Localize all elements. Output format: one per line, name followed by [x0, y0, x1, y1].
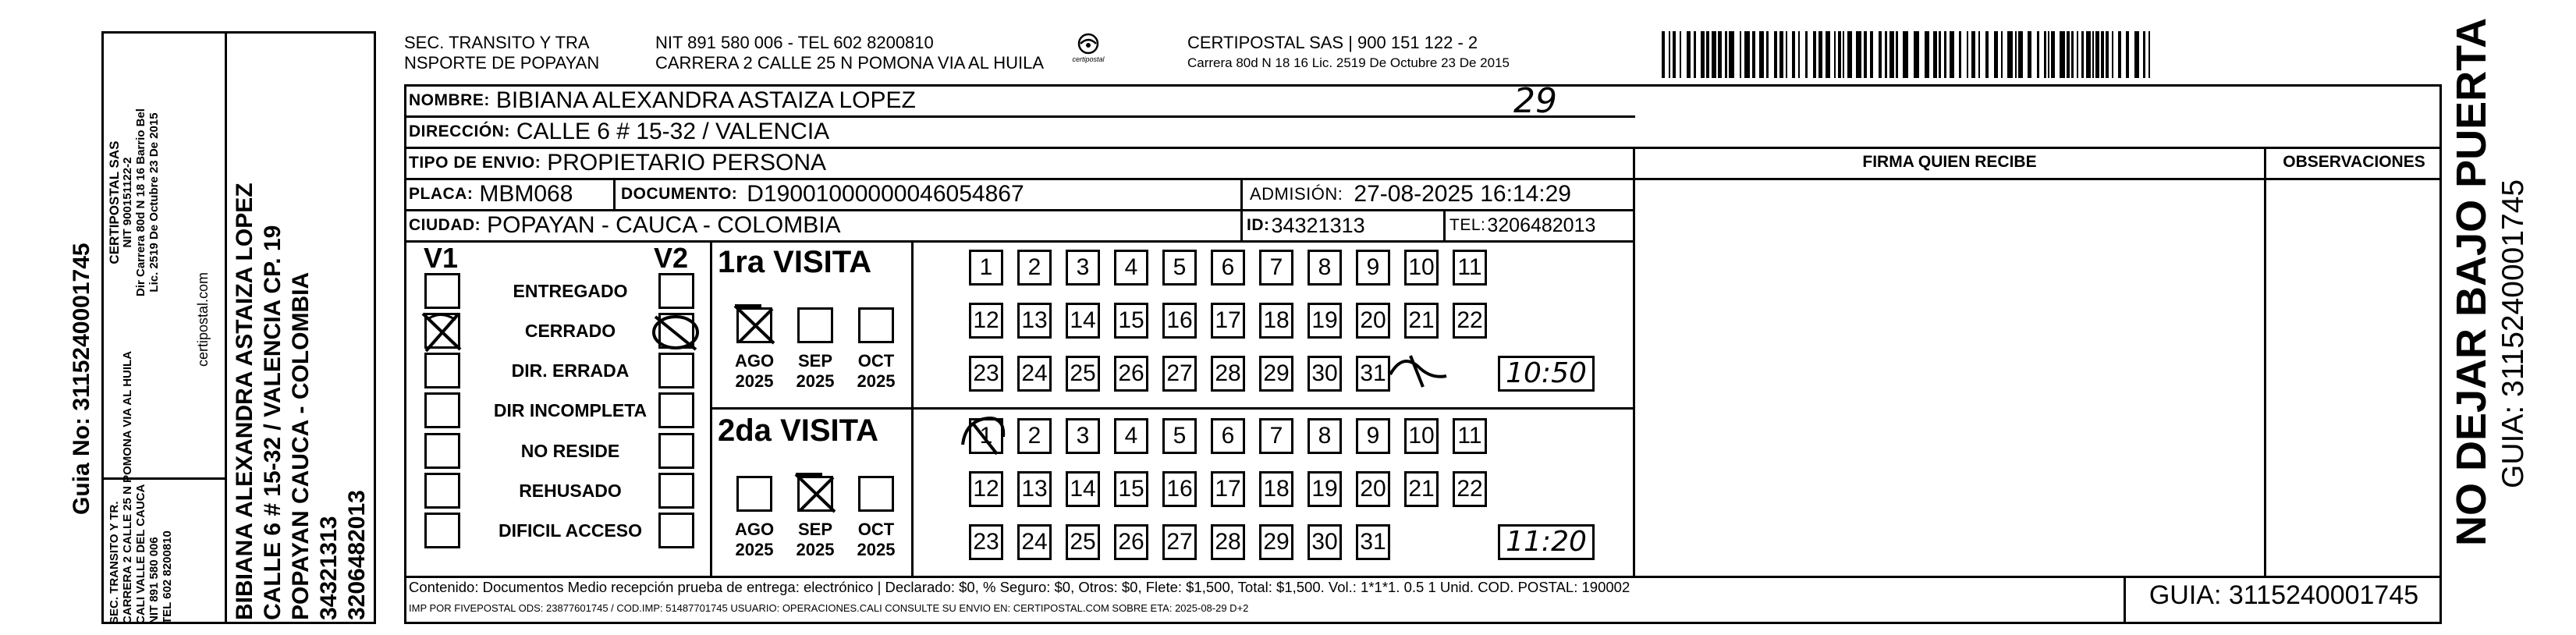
side-no-dejar: NO DEJAR BAJO PUERTA [2448, 17, 2495, 546]
visit2-day-8[interactable]: 8 [1308, 418, 1342, 454]
v1-label: V1 [424, 242, 459, 274]
status-label-no-reside: NO RESIDE [520, 441, 620, 461]
visit2-time[interactable]: 11:20 [1498, 524, 1595, 560]
visit1-day-2[interactable]: 2 [1017, 250, 1052, 286]
handwritten-number: 29 [1513, 81, 1557, 121]
id-row [1247, 211, 1365, 240]
ciudad-label: CIUDAD: [409, 216, 481, 234]
visit2-day-13[interactable]: 13 [1017, 471, 1052, 507]
visit2-day-22[interactable]: 22 [1453, 471, 1487, 507]
visit1-day-1[interactable]: 1 [969, 250, 1003, 286]
visit2-month-label-1: SEP 2025 [796, 520, 835, 559]
visit2-day-20[interactable]: 20 [1356, 471, 1390, 507]
visit1-day-25[interactable]: 25 [1066, 356, 1100, 392]
visit2-day-21[interactable]: 21 [1404, 471, 1439, 507]
header-sender: SEC. TRANSITO Y TRA NSPORTE DE POPAYAN [404, 33, 600, 73]
visit1-month-box-2[interactable] [858, 307, 894, 343]
direccion-value: CALLE 6 # 15-32 / VALENCIA [516, 119, 830, 144]
visit2-month-label-0: AGO 2025 [734, 520, 775, 559]
ciudad-value: POPAYAN - CAUCA - COLOMBIA [487, 212, 841, 238]
visit1-day-30[interactable]: 30 [1308, 356, 1342, 392]
stub-divider-1 [225, 31, 227, 624]
v2-check-dificil-acceso[interactable] [658, 513, 694, 548]
visit1-day-10[interactable]: 10 [1404, 250, 1439, 286]
placa-label: PLACA: [409, 185, 474, 203]
visit1-day-31[interactable]: 31 [1356, 356, 1390, 392]
visit2-day-18[interactable]: 18 [1259, 471, 1293, 507]
visit2-day-23[interactable]: 23 [969, 524, 1003, 560]
tipo-label: TIPO DE ENVIO: [409, 154, 541, 172]
v1-check-no-reside[interactable] [424, 433, 460, 469]
visit2-sep-mark-icon [791, 470, 841, 520]
row-line-visit-split [710, 407, 1635, 410]
col-line-form-right [1633, 147, 1635, 576]
admision-label: ADMISIÓN: [1250, 184, 1343, 204]
visit1-day-12[interactable]: 12 [969, 303, 1003, 339]
visit1-day-23[interactable]: 23 [969, 356, 1003, 392]
visit2-day-15[interactable]: 15 [1114, 471, 1148, 507]
visit1-day-8[interactable]: 8 [1308, 250, 1342, 286]
visit1-day-17[interactable]: 17 [1211, 303, 1245, 339]
status-label-dificil-acceso: DIFICIL ACCESO [498, 520, 642, 541]
visit1-day-20[interactable]: 20 [1356, 303, 1390, 339]
tipo-value: PROPIETARIO PERSONA [547, 150, 827, 176]
v1-check-rehusado[interactable] [424, 473, 460, 509]
admision-value: 27-08-2025 16:14:29 [1354, 181, 1571, 207]
v2-check-entregado[interactable] [658, 273, 694, 309]
tel-label: TEL: [1449, 216, 1486, 234]
v1-cerrado-mark-icon [418, 307, 467, 360]
v2-label: V2 [654, 242, 689, 274]
visit1-month-label-2: OCT 2025 [857, 351, 896, 391]
visit2-day-6[interactable]: 6 [1211, 418, 1245, 454]
visit2-day-12[interactable]: 12 [969, 471, 1003, 507]
visit2-month-label-2: OCT 2025 [857, 520, 896, 559]
stub-sender-block: SEC. TRANSITO Y TR. CARRERA 2 CALLE 25 N POMONA VIA AL HUILA CALI VALLE DEL CAUCA NIT 891 580 006 TEL 602 8200810 [108, 350, 174, 624]
v1-check-dir-incompleta[interactable] [424, 392, 460, 428]
visit1-day-15[interactable]: 15 [1114, 303, 1148, 339]
nombre-label: NOMBRE: [409, 91, 490, 109]
visit1-month-label-0: AGO 2025 [734, 351, 775, 391]
stub-certi-block: CERTIPOSTAL SAS NIT 900151122-2 Dir Carrera 80d N 18 16 Barrio Bel Lic. 2519 De Octubre 23 De 2015 [107, 108, 161, 296]
visit1-month-box-1[interactable] [797, 307, 833, 343]
visit1-day-9[interactable]: 9 [1356, 250, 1390, 286]
header-nit: NIT 891 580 006 - TEL 602 8200810 CARRERA 2 CALLE 25 N POMONA VIA AL HUILA [655, 33, 1045, 73]
stub-guia-label: Guia No: 3115240001745 [69, 243, 94, 515]
col-line-obs [2264, 147, 2266, 576]
visit1-day-14[interactable]: 14 [1066, 303, 1100, 339]
visit2-day-25[interactable]: 25 [1066, 524, 1100, 560]
visit1-day-16[interactable]: 16 [1162, 303, 1197, 339]
visit2-day-5[interactable]: 5 [1162, 418, 1197, 454]
nombre-value: BIBIANA ALEXANDRA ASTAIZA LOPEZ [495, 87, 916, 113]
footer-contenido: Contenido: Documentos Medio recepción prueba de entrega: electrónico | Declarado: $0, % Seguro: $0, Otros: $0, Flete: $1,500, Total: $1,500. Vol.: 1*1*1. 0.5 1 Unid. COD. POSTAL: 190002 [409, 579, 1630, 595]
visit2-day-1[interactable]: 1 [969, 418, 1003, 454]
visit1-day-26[interactable]: 26 [1114, 356, 1148, 392]
placa-value: MBM068 [479, 181, 573, 207]
visit1-day-18[interactable]: 18 [1259, 303, 1293, 339]
col-line-admision [1240, 178, 1243, 209]
visit2-day-3[interactable]: 3 [1066, 418, 1100, 454]
visit2-day-31[interactable]: 31 [1356, 524, 1390, 560]
visit2-title: 2da VISITA [718, 413, 878, 448]
stub-website: certipostal.com [195, 271, 211, 367]
visit2-day1-mark-icon [958, 413, 1014, 464]
visit2-day-2[interactable]: 2 [1017, 418, 1052, 454]
visit1-title: 1ra VISITA [718, 245, 872, 279]
col-line-tel [1443, 209, 1446, 240]
visit1-time[interactable]: 10:50 [1498, 356, 1595, 392]
visit2-day-11[interactable]: 11 [1453, 418, 1487, 454]
visit1-day-21[interactable]: 21 [1404, 303, 1439, 339]
id-label: ID: [1247, 216, 1270, 234]
visit2-month-box-0[interactable] [736, 476, 772, 512]
footer-imp: IMP POR FIVEPOSTAL ODS: 23877601745 / COD.IMP: 51487701745 USUARIO: OPERACIONES.CALI CONSULTE SU ENVIO EN: CERTIPOSTAL.COM SOBRE ETA: 2025-08-29 D+2 [409, 602, 1249, 614]
firma-label: FIRMA QUIEN RECIBE [1862, 153, 2037, 171]
visit1-day-6[interactable]: 6 [1211, 250, 1245, 286]
visit1-day-3[interactable]: 3 [1066, 250, 1100, 286]
status-label-cerrado: CERRADO [524, 321, 616, 341]
visit1-ago-mark-icon [730, 301, 780, 352]
visit1-day-28[interactable]: 28 [1211, 356, 1245, 392]
visit2-day-29[interactable]: 29 [1259, 524, 1293, 560]
documento-value: D19001000000046054867 [747, 181, 1024, 207]
tel-row [1449, 211, 1595, 240]
barcode [1662, 31, 2294, 78]
admision-row [1250, 179, 1571, 209]
visit2-day-10[interactable]: 10 [1404, 418, 1439, 454]
visit1-day-11[interactable]: 11 [1453, 250, 1487, 286]
visit1-day-27[interactable]: 27 [1162, 356, 1197, 392]
direccion-row [409, 117, 829, 147]
tipo-row [409, 148, 826, 178]
visit2-month-box-2[interactable] [858, 476, 894, 512]
visit2-day-17[interactable]: 17 [1211, 471, 1245, 507]
row-line-footer [404, 576, 2442, 578]
visit2-day-4[interactable]: 4 [1114, 418, 1148, 454]
col-line-id [1240, 209, 1243, 240]
visit2-day-28[interactable]: 28 [1211, 524, 1245, 560]
status-label-entregado: ENTREGADO [513, 281, 628, 301]
status-label-dir-errada: DIR. ERRADA [511, 360, 630, 381]
visit2-day-7[interactable]: 7 [1259, 418, 1293, 454]
id-value: 34321313 [1271, 213, 1365, 237]
visit1-day-4[interactable]: 4 [1114, 250, 1148, 286]
visit1-day-19[interactable]: 19 [1308, 303, 1342, 339]
header-certipostal: CERTIPOSTAL SAS | 900 151 122 - 2 Carrera 80d N 18 16 Lic. 2519 De Octubre 23 De 2015 [1187, 33, 1510, 70]
placa-row [409, 179, 573, 209]
col-line-placa [613, 178, 616, 209]
tel-value: 3206482013 [1487, 214, 1596, 236]
visit1-day-7[interactable]: 7 [1259, 250, 1293, 286]
side-guia: GUIA: 3115240001745 [2496, 179, 2530, 488]
documento-label: DOCUMENTO: [621, 185, 738, 203]
observaciones-label: OBSERVACIONES [2283, 153, 2425, 171]
visit1-day-5[interactable]: 5 [1162, 250, 1197, 286]
status-label-rehusado: REHUSADO [519, 481, 622, 501]
certipostal-logo-icon: certipostal [1061, 33, 1116, 72]
visit1-month-label-1: SEP 2025 [796, 351, 835, 391]
visit1-day-13[interactable]: 13 [1017, 303, 1052, 339]
visit2-day-27[interactable]: 27 [1162, 524, 1197, 560]
v2-check-rehusado[interactable] [658, 473, 694, 509]
visit2-day-19[interactable]: 19 [1308, 471, 1342, 507]
visit2-day-24[interactable]: 24 [1017, 524, 1052, 560]
visit2-day-30[interactable]: 30 [1308, 524, 1342, 560]
visit2-day-14[interactable]: 14 [1066, 471, 1100, 507]
visit2-day-16[interactable]: 16 [1162, 471, 1197, 507]
visit1-day-22[interactable]: 22 [1453, 303, 1487, 339]
v2-check-no-reside[interactable] [658, 433, 694, 469]
footer-guia: GUIA: 3115240001745 [2148, 580, 2419, 610]
row-line-5 [404, 240, 1635, 243]
v2-cerrado-mark-icon [649, 309, 704, 360]
visit1-day30-mark-icon [1387, 348, 1449, 399]
v1-check-dificil-acceso[interactable] [424, 513, 460, 548]
documento-row [621, 179, 1024, 209]
visit2-day-26[interactable]: 26 [1114, 524, 1148, 560]
nombre-row [409, 86, 916, 115]
stub-recipient-block: BIBIANA ALEXANDRA ASTAIZA LOPEZ CALLE 6 # 15-32 / VALENCIA CP. 19 POPAYAN CAUCA - COLOMBIA 34321313 3206482013 [232, 183, 370, 620]
visit1-day-24[interactable]: 24 [1017, 356, 1052, 392]
status-label-dir-incompleta: DIR INCOMPLETA [493, 400, 648, 420]
visit1-day-29[interactable]: 29 [1259, 356, 1293, 392]
v2-check-dir-incompleta[interactable] [658, 392, 694, 428]
ciudad-row [409, 211, 841, 240]
visit2-day-9[interactable]: 9 [1356, 418, 1390, 454]
direccion-label: DIRECCIÓN: [409, 122, 510, 140]
v1-check-entregado[interactable] [424, 273, 460, 309]
